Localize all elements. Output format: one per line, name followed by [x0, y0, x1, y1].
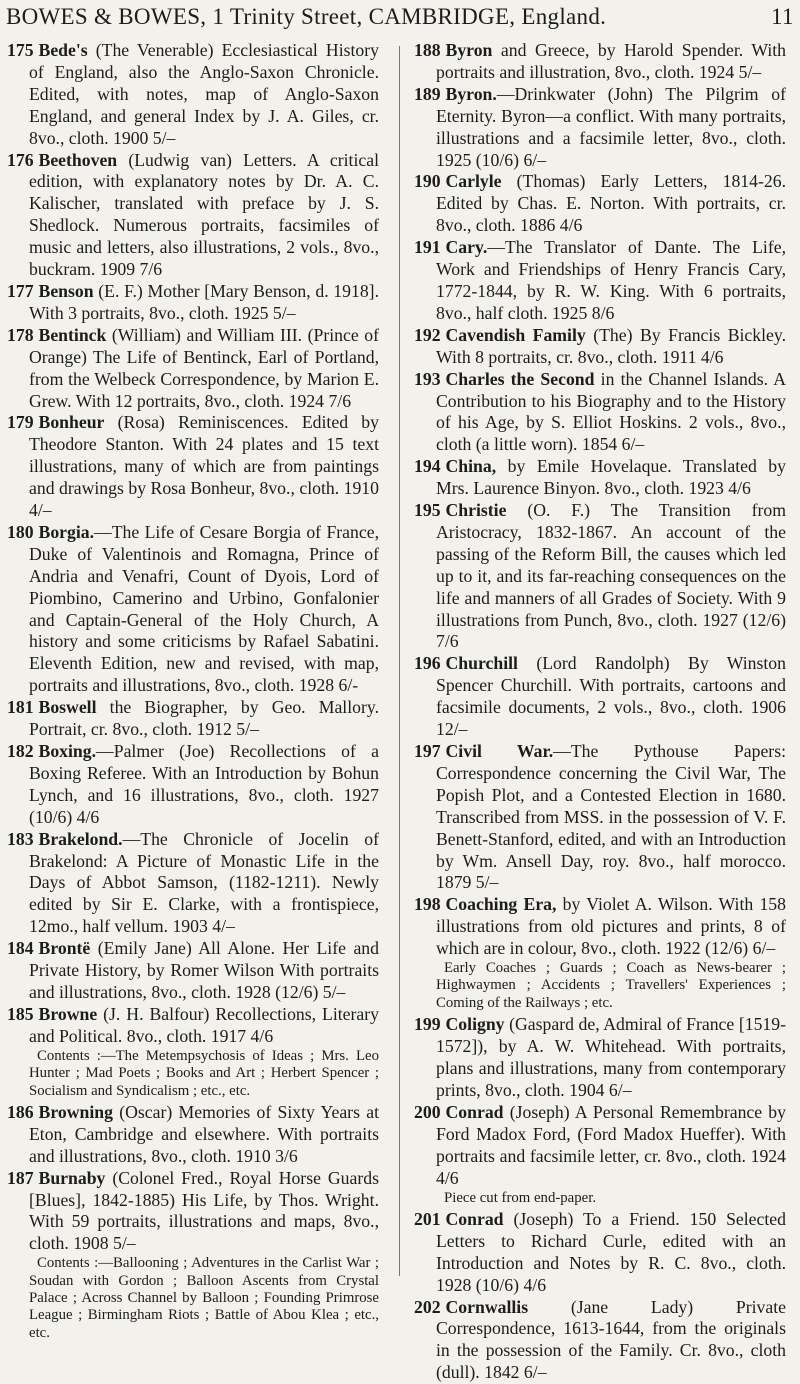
entry-heading: Cary.: [445, 237, 488, 258]
entry-number: 199: [414, 1014, 441, 1035]
entry-number: 184: [7, 938, 34, 959]
entry-number: 175: [7, 40, 34, 60]
catalogue-entry: [7, 150, 379, 281]
entry-number: 185: [7, 1003, 34, 1024]
entry-heading: Boswell: [38, 697, 97, 718]
catalogue-entry: [414, 40, 786, 84]
catalogue-entry: [414, 894, 786, 960]
entry-heading: Carlyle: [445, 171, 502, 192]
entry-description: (E. F.) Mother [Mary Benson, d. 1918]. With 3 portraits, 8vo., cloth. 1925 5/–: [29, 280, 379, 323]
entry-heading: Conrad: [445, 1208, 504, 1229]
entry-heading: Churchill: [445, 653, 518, 674]
catalogue-entry: [414, 237, 786, 325]
entry-description: (Rosa) Reminiscences. Edited by Theodore Stanton. With 24 plates and 15 text illustrations, many of which are from paintings and drawings by Rosa Bonheur, 8vo., cloth. 1910 4/–: [29, 412, 379, 521]
entry-description: (Colonel Fred., Royal Horse Guards [Blues], 1842-1885) His Life, by Thos. Wright. With 59 portraits, illustrations and maps, 8vo., cloth. 1908 5/–: [29, 1167, 379, 1254]
entry-heading: Byron: [445, 40, 493, 60]
entry-number: 195: [414, 500, 441, 521]
entry-description: (Lord Randolph) By Winston Spencer Churchill. With portraits, cartoons and facsimile documents, 2 vols., 8vo., cloth. 1906 12/–: [436, 653, 786, 740]
entry-heading: Conrad: [445, 1101, 504, 1122]
catalogue-entry: [414, 171, 786, 237]
entry-number: 187: [7, 1167, 34, 1188]
catalogue-entry: [7, 938, 379, 1004]
entry-heading: Brontë: [38, 938, 91, 959]
entry-heading: Browning: [38, 1101, 113, 1122]
entry-number: 201: [414, 1208, 441, 1229]
entry-number: 202: [414, 1296, 441, 1317]
page-number: 11: [771, 4, 794, 29]
entry-number: 177: [7, 280, 34, 301]
entry-number: 193: [414, 368, 441, 389]
entry-number: 196: [414, 653, 441, 674]
entry-description: (Jane Lady) Private Correspondence, 1613-1644, from the originals in the possession of the Family. Cr. 8vo., cloth (dull). 1842 6/–: [436, 1296, 786, 1383]
entry-description: (J. H. Balfour) Recollections, Literary and Political. 8vo., cloth. 1917 4/6: [29, 1003, 379, 1046]
entry-number: 190: [414, 171, 441, 192]
catalogue-entry: [414, 456, 786, 500]
catalogue-entry: [7, 522, 379, 697]
entry-heading: Bentinck: [38, 324, 107, 345]
entry-description: the Biographer, by Geo. Mallory. Portrait, cr. 8vo., cloth. 1912 5/–: [29, 697, 379, 740]
entry-number: 191: [414, 237, 441, 258]
entry-number: 182: [7, 741, 34, 761]
catalogue-entry: [7, 697, 379, 741]
entry-description: (Gaspard de, Admiral of France [1519-1572]), by A. W. Whitehead. With portraits, plans and illustrations, many from contemporary prints, 8vo., cloth. 1904 6/–: [436, 1014, 786, 1100]
entry-heading: Bonheur: [38, 412, 105, 433]
entry-description: —Drinkwater (John) The Pilgrim of Eternity. Byron—a conflict. With many portraits, illustrations and a facsimile letter, 8vo., cloth. 1925 (10/6) 6/–: [436, 83, 786, 170]
entry-description: (The) By Francis Bickley. With 8 portraits, cr. 8vo., cloth. 1911 4/6: [436, 324, 786, 367]
catalogue-entry: [414, 1014, 786, 1102]
catalogue-entry: [7, 1102, 379, 1168]
catalogue-entry: [7, 1168, 379, 1256]
entry-number: 198: [414, 894, 441, 915]
catalogue-entry: [7, 829, 379, 939]
entry-number: 186: [7, 1101, 34, 1122]
entry-number: 197: [414, 741, 441, 761]
entry-description: —The Life of Cesare Borgia of France, Duke of Valentinois and Romagna, Prince of Andria and Venafri, Count of Dyois, Lord of Piombino, Camerino and Urbino, Gonfalonier and Captain-General of the Holy Church, A history and some criticisms by Rafael Sabatini. Eleventh Edition, new and revised, with map, portraits and illustrations, 8vo., cloth. 1928 6/-: [29, 521, 379, 696]
entry-heading: Burnaby: [38, 1167, 106, 1188]
catalogue-entry: [414, 84, 786, 172]
entry-heading: Cavendish Family: [445, 324, 586, 345]
entry-heading: Christie: [445, 500, 507, 521]
entry-heading: Bede's: [38, 40, 88, 60]
entry-description: (The Venerable) Ecclesiastical History of England, also the Anglo-Saxon Chronicle. Edited, with notes, map of Anglo-Saxon England, and general Index by J. A. Giles, cr. 8vo., cloth. 1900 5/–: [29, 40, 379, 148]
entry-description: and Greece, by Harold Spender. With portraits and illustration, 8vo., cloth. 1924 5/–: [436, 40, 786, 82]
entry-description: —The Chronicle of Jocelin of Brakelond: A Picture of Monastic Life in the Days of Abbot Samson, (1182-1211). Newly edited by Sir E. Clarke, with a frontispiece, 12mo., half vellum. 1903 4/–: [29, 828, 379, 937]
entry-description: —The Translator of Dante. The Life, Work and Friendships of Henry Francis Cary, 1772-1844, by R. W. King. With 6 portraits, 8vo., half cloth. 1925 8/6: [436, 237, 786, 323]
entry-contents-note: Piece cut from end-paper.: [444, 1189, 597, 1206]
catalogue-entry: [7, 1004, 379, 1048]
entry-contents-note: Contents :—The Metempsychosis of Ideas ; Mrs. Leo Hunter ; Mad Poets ; Books and Art ; Herbert Spencer ; Socialism and Syndicalism ; etc., etc.: [29, 1047, 379, 1099]
entry-heading: Borgia.: [38, 521, 95, 542]
entry-number: 200: [414, 1101, 441, 1122]
catalogue-entry: [414, 325, 786, 369]
entry-description: (William) and William III. (Prince of Orange) The Life of Bentinck, Earl of Portland, from the Welbeck Correspondence, by Marion E. Grew. With 12 portraits, 8vo., cloth. 1924 7/6: [29, 324, 379, 411]
catalogue-entry: [7, 412, 379, 522]
catalogue-entry: [414, 1297, 786, 1384]
entry-heading: Coligny: [445, 1014, 505, 1035]
entry-contents-note: Early Coaches ; Guards ; Coach as News-bearer ; Highwaymen ; Accidents ; Travellers' Experiences ; Coming of the Railways ; etc.: [436, 960, 786, 1011]
entry-description: (O. F.) The Transition from Aristocracy, 1832-1867. An account of the passing of the Reform Bill, the causes which led up to it, and its far-reaching consequences on the life and manners of all Grades of Society. With 9 illustrations from Punch, 8vo., cloth. 1927 (12/6) 7/6: [436, 500, 786, 652]
catalogue-entry: [414, 1102, 786, 1190]
entry-number: 183: [7, 828, 34, 849]
entry-heading: Coaching Era,: [445, 894, 557, 915]
entry-heading: Benson: [38, 280, 94, 301]
entry-description: —Palmer (Joe) Recollections of a Boxing Referee. With an Introduction by Bohun Lynch, and 16 illustrations, 8vo., cloth. 1927 (10/6) 4/6: [29, 741, 379, 827]
catalogue-entry: [414, 653, 786, 741]
entry-description: (Thomas) Early Letters, 1814-26. Edited by Chas. E. Norton. With portraits, cr. 8vo., cloth. 1886 4/6: [436, 171, 786, 236]
entry-number: 176: [7, 149, 34, 170]
entry-number: 189: [414, 83, 441, 104]
entry-number: 188: [414, 40, 441, 60]
catalogue-entry: [414, 1209, 786, 1297]
entry-number: 178: [7, 324, 34, 345]
catalogue-entry: [414, 741, 786, 894]
entry-contents-note: Contents :—Ballooning ; Adventures in the Carlist War ; Soudan with Gordon ; Balloon Ascents from Crystal Palace ; Across Channel by Balloon ; Founding Primrose League ; Birmingham Riots ; Battle of Abou Klea ; etc., etc.: [29, 1255, 379, 1341]
entry-heading: Brakelond.: [38, 828, 123, 849]
entry-description: (Emily Jane) All Alone. Her Life and Private History, by Romer Wilson With portraits and illustrations, 8vo., cloth. 1928 (12/6) 5/–: [29, 938, 379, 1002]
entry-description: (Ludwig van) Letters. A critical edition, with explanatory notes by Dr. A. C. Kalischer, translated with preface by J. S. Shedlock. Numerous portraits, facsimiles of music and letters, also illustrations, 2 vols., 8vo., buckram. 1909 7/6: [29, 149, 379, 280]
entry-heading: Charles the Second: [445, 368, 595, 389]
entry-heading: Civil War.: [445, 741, 554, 761]
entry-description: in the Channel Islands. A Contribution to his Biography and to the History of his Age, by S. Elliot Hoskins. 2 vols., 8vo., cloth (a little worn). 1854 6/–: [436, 368, 787, 455]
entry-description: by Violet A. Wilson. With 158 illustrations from old pictures and prints, 8 of which are in colour, 8vo., cloth. 1922 (12/6) 6/–: [436, 894, 786, 959]
entry-number: 192: [414, 324, 441, 345]
entry-description: —The Pythouse Papers: Correspondence concerning the Civil War, The Popish Plot, and a Contested Election in 1680. Transcribed from MSS. in the possession of V. F. Benett-Stanford, edited, and with an Introduction by Wm. Ansell Day, roy. 8vo., half morocco. 1879 5/–: [436, 741, 786, 893]
entry-heading: China,: [445, 456, 497, 477]
catalogue-entry: [414, 369, 786, 457]
entry-description: (Joseph) A Personal Remembrance by Ford Madox Ford, (Ford Madox Hueffer). With portraits and facsimile letter, cr. 8vo., cloth. 1924 4/6: [436, 1101, 786, 1188]
bookseller-address: BOWES & BOWES, 1 Trinity Street, CAMBRIDGE, England.: [6, 4, 607, 29]
column-divider: [399, 46, 400, 1276]
entry-heading: Browne: [38, 1003, 98, 1024]
left-column: [7, 40, 379, 1344]
entry-heading: Cornwallis: [445, 1296, 529, 1317]
right-column: [414, 40, 786, 1384]
catalogue-entry: [7, 40, 379, 150]
entry-heading: Boxing.: [38, 741, 97, 761]
catalogue-entry: [7, 741, 379, 829]
catalogue-entry: [414, 500, 786, 653]
entry-number: 181: [7, 697, 34, 718]
catalogue-entry: [7, 281, 379, 325]
entry-number: 179: [7, 412, 34, 433]
entry-number: 180: [7, 521, 34, 542]
entry-number: 194: [414, 456, 441, 477]
entry-description: (Oscar) Memories of Sixty Years at Eton, Cambridge and elsewhere. With portraits and illustrations, 8vo., cloth. 1910 3/6: [29, 1101, 379, 1166]
entry-description: (Joseph) To a Friend. 150 Selected Letters to Richard Curle, edited with an Introduction and Notes by R. C. 8vo., cloth. 1928 (10/6) 4/6: [436, 1208, 786, 1295]
catalogue-entry: [7, 325, 379, 413]
entry-heading: Beethoven: [38, 149, 118, 170]
entry-heading: Byron.: [445, 83, 497, 104]
entry-description: by Emile Hovelaque. Translated by Mrs. Laurence Binyon. 8vo., cloth. 1923 4/6: [436, 456, 786, 499]
